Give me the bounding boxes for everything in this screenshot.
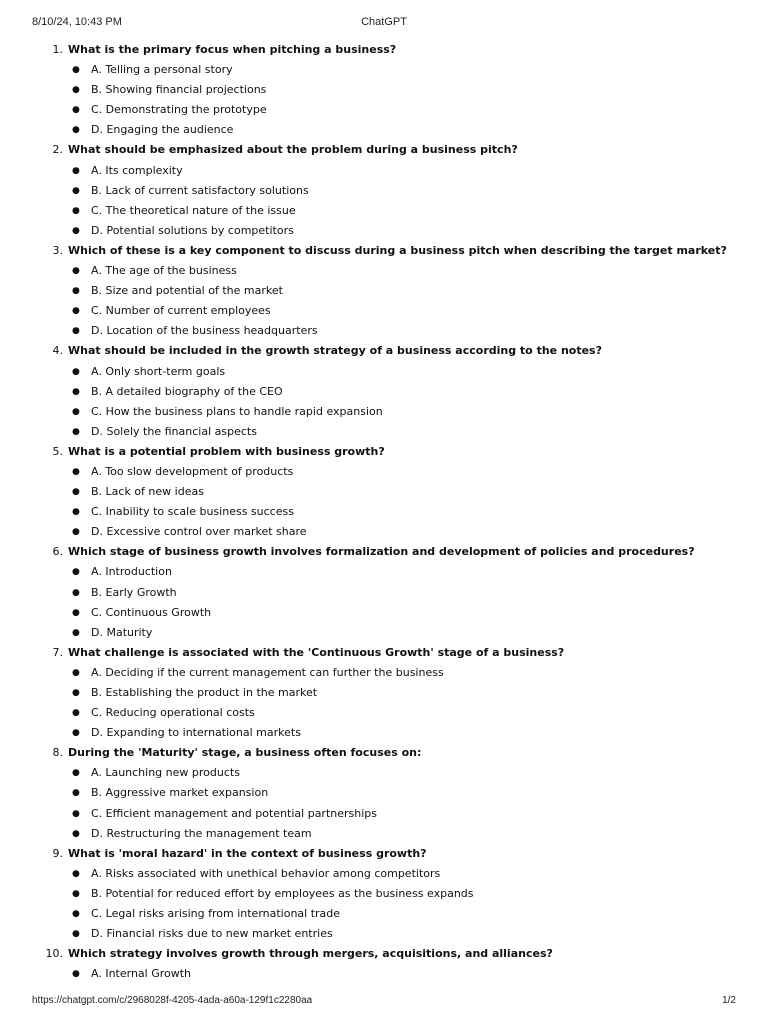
answer-option	[0, 281, 768, 301]
answer-option	[0, 522, 768, 542]
option-list	[0, 462, 768, 542]
bullet-icon: ●	[72, 768, 80, 779]
answer-option	[0, 422, 768, 442]
question-item	[0, 844, 768, 944]
bullet-icon: ●	[72, 366, 80, 377]
question-number: 5.	[52, 444, 63, 458]
question-text: Which of these is a key component to discuss during a business pitch when describing the target market?	[68, 243, 727, 257]
question-text: What challenge is associated with the 'Continuous Growth' stage of a business?	[68, 645, 565, 659]
question-row	[0, 844, 768, 864]
bullet-icon: ●	[72, 627, 80, 638]
question-text: What is a potential problem with business growth?	[68, 444, 385, 458]
option-text: C. Efficient management and potential partnerships	[91, 806, 378, 820]
document-title: ChatGPT	[361, 16, 407, 28]
option-text: D. Financial risks due to new market entries	[91, 927, 333, 941]
bullet-icon: ●	[72, 527, 80, 538]
option-text: D. Solely the financial aspects	[91, 424, 257, 438]
bullet-icon: ●	[72, 225, 80, 236]
bullet-icon: ●	[72, 406, 80, 417]
question-text: Which stage of business growth involves formalization and development of policies and procedures?	[68, 545, 695, 559]
option-text: D. Engaging the audience	[91, 123, 234, 137]
option-text: C. The theoretical nature of the issue	[91, 203, 296, 217]
option-text: B. Early Growth	[91, 585, 177, 599]
question-row	[0, 341, 768, 361]
question-row	[0, 241, 768, 261]
answer-option	[0, 201, 768, 221]
option-text: C. How the business plans to handle rapid expansion	[91, 404, 383, 418]
option-text: D. Excessive control over market share	[91, 525, 307, 539]
option-text: B. Size and potential of the market	[91, 284, 283, 298]
option-text: C. Inability to scale business success	[91, 505, 294, 519]
bullet-icon: ●	[72, 386, 80, 397]
option-text: D. Maturity	[91, 625, 153, 639]
page-url: https://chatgpt.com/c/2968028f-4205-4ada-a60a-129f1c2280aa	[32, 995, 313, 1006]
option-text: D. Restructuring the management team	[91, 826, 312, 840]
question-number: 4.	[52, 344, 63, 358]
answer-option	[0, 120, 768, 140]
bullet-icon: ●	[72, 728, 80, 739]
question-item	[0, 140, 768, 240]
answer-option	[0, 181, 768, 201]
answer-option	[0, 904, 768, 924]
bullet-icon: ●	[72, 105, 80, 116]
bullet-icon: ●	[72, 929, 80, 940]
question-number: 10.	[45, 947, 63, 961]
question-item	[0, 341, 768, 441]
question-text: What should be emphasized about the problem during a business pitch?	[68, 143, 518, 157]
print-datetime: 8/10/24, 10:43 PM	[32, 16, 122, 28]
bullet-icon: ●	[72, 868, 80, 879]
question-text: What should be included in the growth strategy of a business according to the notes?	[68, 344, 602, 358]
option-list	[0, 362, 768, 442]
option-text: A. Introduction	[91, 565, 172, 579]
question-item	[0, 442, 768, 542]
bullet-icon: ●	[72, 587, 80, 598]
answer-option	[0, 864, 768, 884]
option-text: B. A detailed biography of the CEO	[91, 384, 283, 398]
answer-option	[0, 502, 768, 522]
option-list	[0, 261, 768, 341]
question-row	[0, 944, 768, 964]
option-text: B. Lack of new ideas	[91, 485, 204, 499]
option-text: D. Potential solutions by competitors	[91, 223, 294, 237]
option-text: B. Lack of current satisfactory solutions	[91, 183, 309, 197]
question-number: 8.	[52, 746, 63, 760]
question-item	[0, 643, 768, 743]
answer-option	[0, 482, 768, 502]
answer-option	[0, 703, 768, 723]
answer-option	[0, 301, 768, 321]
question-text: What is the primary focus when pitching a business?	[68, 43, 397, 56]
answer-option	[0, 261, 768, 281]
bullet-icon: ●	[72, 326, 80, 337]
answer-option	[0, 382, 768, 402]
question-row	[0, 542, 768, 562]
option-text: A. Launching new products	[91, 766, 240, 780]
answer-option	[0, 80, 768, 100]
option-text: B. Aggressive market expansion	[91, 786, 269, 800]
question-item	[0, 542, 768, 642]
option-text: C. Demonstrating the prototype	[91, 103, 267, 117]
quiz-content	[0, 40, 768, 984]
question-row	[0, 643, 768, 663]
print-header	[32, 16, 736, 32]
answer-option	[0, 562, 768, 582]
question-item	[0, 743, 768, 843]
bullet-icon: ●	[72, 306, 80, 317]
question-number: 3.	[52, 243, 63, 257]
question-number: 2.	[52, 143, 63, 157]
option-text: B. Showing financial projections	[91, 83, 267, 97]
bullet-icon: ●	[72, 828, 80, 839]
option-list	[0, 964, 768, 984]
question-number: 9.	[52, 846, 63, 860]
bullet-icon: ●	[72, 808, 80, 819]
answer-option	[0, 663, 768, 683]
option-text: C. Continuous Growth	[91, 605, 212, 619]
bullet-icon: ●	[72, 969, 80, 980]
option-list	[0, 60, 768, 140]
bullet-icon: ●	[72, 165, 80, 176]
option-list	[0, 663, 768, 743]
option-text: A. Telling a personal story	[91, 63, 233, 77]
question-text: During the 'Maturity' stage, a business often focuses on:	[68, 746, 422, 760]
answer-option	[0, 783, 768, 803]
answer-option	[0, 824, 768, 844]
option-text: A. Internal Growth	[91, 967, 192, 981]
answer-option	[0, 723, 768, 743]
bullet-icon: ●	[72, 667, 80, 678]
bullet-icon: ●	[72, 888, 80, 899]
bullet-icon: ●	[72, 507, 80, 518]
question-row	[0, 743, 768, 763]
option-text: A. Deciding if the current management can further the business	[91, 665, 444, 679]
bullet-icon: ●	[72, 185, 80, 196]
option-text: A. Only short-term goals	[91, 364, 226, 378]
answer-option	[0, 804, 768, 824]
question-item	[0, 40, 768, 140]
bullet-icon: ●	[72, 909, 80, 920]
answer-option	[0, 683, 768, 703]
option-list	[0, 562, 768, 642]
option-text: D. Location of the business headquarters	[91, 324, 318, 338]
page-number: 1/2	[722, 995, 736, 1006]
answer-option	[0, 60, 768, 80]
bullet-icon: ●	[72, 788, 80, 799]
option-text: C. Number of current employees	[91, 304, 271, 318]
answer-option	[0, 402, 768, 422]
answer-option	[0, 623, 768, 643]
option-text: A. Risks associated with unethical behavior among competitors	[91, 866, 441, 880]
question-text: Which strategy involves growth through mergers, acquisitions, and alliances?	[68, 947, 553, 961]
bullet-icon: ●	[72, 708, 80, 719]
answer-option	[0, 763, 768, 783]
answer-option	[0, 100, 768, 120]
option-text: A. The age of the business	[91, 264, 237, 278]
answer-option	[0, 884, 768, 904]
bullet-icon: ●	[72, 205, 80, 216]
answer-option	[0, 362, 768, 382]
question-text: What is 'moral hazard' in the context of business growth?	[68, 846, 427, 860]
answer-option	[0, 321, 768, 341]
question-list	[0, 40, 768, 984]
bullet-icon: ●	[72, 688, 80, 698]
answer-option	[0, 583, 768, 603]
bullet-icon: ●	[72, 125, 80, 136]
answer-option	[0, 462, 768, 482]
answer-option	[0, 924, 768, 944]
question-number: 7.	[52, 645, 63, 659]
question-row	[0, 442, 768, 462]
question-row	[0, 40, 768, 60]
bullet-icon: ●	[72, 426, 80, 437]
option-text: B. Establishing the product in the market	[91, 686, 318, 699]
question-number: 6.	[52, 545, 63, 559]
answer-option	[0, 161, 768, 181]
question-item	[0, 241, 768, 341]
question-row	[0, 140, 768, 160]
bullet-icon: ●	[72, 85, 80, 96]
option-text: B. Potential for reduced effort by employees as the business expands	[91, 886, 474, 900]
bullet-icon: ●	[72, 65, 80, 76]
bullet-icon: ●	[72, 286, 80, 297]
question-item	[0, 944, 768, 984]
answer-option	[0, 964, 768, 984]
option-text: C. Reducing operational costs	[91, 706, 255, 720]
option-list	[0, 161, 768, 241]
bullet-icon: ●	[72, 266, 80, 277]
bullet-icon: ●	[72, 466, 80, 477]
option-list	[0, 864, 768, 944]
bullet-icon: ●	[72, 487, 80, 498]
option-list	[0, 763, 768, 843]
question-number: 1.	[52, 43, 63, 56]
option-text: A. Too slow development of products	[91, 464, 294, 478]
print-footer	[32, 995, 736, 1011]
option-text: A. Its complexity	[91, 163, 183, 177]
bullet-icon: ●	[72, 607, 80, 618]
option-text: C. Legal risks arising from international trade	[91, 907, 341, 921]
bullet-icon: ●	[72, 567, 80, 578]
option-text: D. Expanding to international markets	[91, 726, 301, 740]
answer-option	[0, 221, 768, 241]
answer-option	[0, 603, 768, 623]
